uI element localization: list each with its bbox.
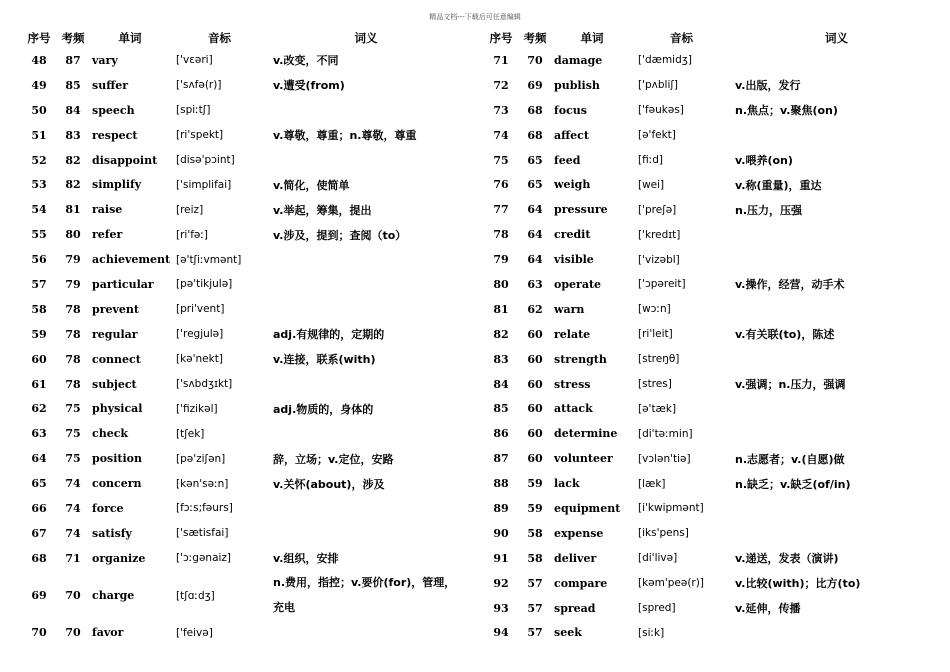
table-row	[20, 272, 465, 297]
row-phonetic: [vɔlən'tiə]	[638, 452, 691, 465]
row-meaning	[729, 123, 944, 148]
row-word: raise	[92, 203, 123, 217]
table-row	[482, 421, 944, 446]
table-row	[482, 197, 944, 222]
row-phonetic: [tʃek]	[176, 427, 205, 440]
row-frequency: 78	[65, 352, 81, 366]
row-index: 68	[31, 551, 47, 565]
row-meaning: v.涉及，提到；查阅（to）	[273, 228, 407, 242]
row-index: 64	[31, 452, 47, 466]
row-phonetic: [fiːd]	[638, 154, 664, 166]
row-frequency: 87	[65, 53, 81, 67]
row-phonetic: [di'livə]	[638, 552, 678, 565]
row-frequency: 62	[527, 302, 543, 316]
table-row	[482, 148, 944, 173]
row-phonetic: [spiːtʃ]	[176, 104, 211, 117]
row-frequency: 82	[65, 153, 81, 167]
row-index: 48	[31, 53, 47, 67]
row-index: 51	[31, 128, 47, 142]
row-phonetic: ['sʌfə(r)]	[176, 79, 222, 92]
row-meaning: v.延伸，传播	[735, 602, 801, 616]
row-frequency: 60	[527, 452, 543, 466]
table-row	[20, 123, 465, 148]
row-phonetic: ['kredɪt]	[638, 228, 681, 241]
table-row	[20, 421, 465, 446]
row-frequency: 74	[65, 477, 81, 491]
table-row	[20, 48, 465, 73]
row-word: organize	[92, 551, 146, 565]
table-row	[482, 446, 944, 471]
row-meaning: v.遭受(from)	[273, 79, 345, 93]
row-index: 57	[31, 277, 47, 291]
row-index: 60	[31, 352, 47, 366]
row-meaning	[729, 48, 944, 73]
row-phonetic: [ri'fəː]	[176, 228, 209, 241]
row-phonetic: [ri'leit]	[638, 328, 673, 341]
row-frequency: 79	[65, 277, 81, 291]
row-word: seek	[554, 626, 582, 640]
row-meaning: adj.有规律的，定期的	[273, 328, 385, 342]
row-word: suffer	[92, 78, 129, 92]
row-word: subject	[92, 377, 137, 391]
table-row	[20, 396, 465, 421]
row-index: 63	[31, 427, 47, 441]
row-frequency: 64	[527, 253, 543, 267]
row-frequency: 74	[65, 501, 81, 515]
row-phonetic: [ri'spekt]	[176, 129, 224, 142]
row-phonetic: [læk]	[638, 477, 666, 490]
row-frequency: 60	[527, 352, 543, 366]
row-meaning: v.改变，不同	[273, 54, 339, 68]
row-word: operate	[554, 277, 602, 291]
row-frequency: 83	[65, 128, 81, 142]
row-phonetic: [spred]	[638, 602, 676, 615]
row-frequency: 65	[527, 153, 543, 167]
row-index: 55	[31, 228, 47, 242]
row-phonetic: [stres]	[638, 378, 672, 391]
row-word: warn	[554, 302, 585, 316]
row-phonetic: ['dæmidʒ]	[638, 54, 692, 67]
row-frequency: 71	[65, 551, 81, 565]
row-index: 78	[493, 228, 509, 242]
row-meaning	[729, 620, 944, 645]
row-index: 89	[493, 501, 509, 515]
row-phonetic: ['ɔpəreit]	[638, 278, 686, 291]
row-word: spread	[554, 601, 596, 615]
row-frequency: 57	[527, 601, 543, 615]
row-phonetic: ['pʌbliʃ]	[638, 79, 678, 92]
row-phonetic: [streŋθ]	[638, 353, 680, 366]
row-word: pressure	[554, 203, 608, 217]
row-phonetic: ['sætisfai]	[176, 527, 229, 540]
row-meaning: n.缺乏；v.缺乏(of/in)	[735, 477, 851, 491]
row-frequency: 74	[65, 526, 81, 540]
row-index: 92	[493, 576, 509, 590]
table-header-row	[482, 28, 944, 48]
row-phonetic: [wei]	[638, 178, 665, 191]
row-frequency: 81	[65, 203, 81, 217]
row-phonetic: ['vεəri]	[176, 54, 213, 67]
row-word: stress	[554, 377, 591, 391]
table-row	[482, 48, 944, 73]
row-phonetic: [di'təːmin]	[638, 427, 693, 440]
row-word: feed	[554, 153, 581, 167]
row-index: 71	[493, 53, 509, 67]
table-row	[482, 521, 944, 546]
row-index: 62	[31, 402, 47, 416]
row-index: 85	[493, 402, 509, 416]
row-index: 53	[31, 178, 47, 192]
row-phonetic: ['ɔːgənaiz]	[176, 552, 232, 565]
table-row	[20, 496, 465, 521]
row-frequency: 78	[65, 377, 81, 391]
row-phonetic: ['fizikəl]	[176, 402, 218, 415]
table-row	[482, 372, 944, 397]
table-header-row	[20, 28, 465, 48]
row-frequency: 75	[65, 452, 81, 466]
row-meaning	[267, 98, 465, 123]
row-phonetic: ['feivə]	[176, 626, 213, 639]
column-header-word: 单词	[580, 31, 604, 45]
row-word: damage	[554, 53, 603, 67]
row-index: 94	[493, 626, 509, 640]
table-row	[20, 222, 465, 247]
row-meaning	[267, 372, 465, 397]
table-row	[20, 148, 465, 173]
row-meaning: v.尊敬，尊重；n.尊敬，尊重	[273, 129, 417, 143]
row-meaning	[267, 621, 465, 646]
row-meaning: 辞，立场；v.定位，安路	[273, 452, 394, 466]
row-word: prevent	[92, 302, 139, 316]
row-frequency: 60	[527, 402, 543, 416]
column-header-meaning: 词义	[825, 31, 848, 45]
row-word: attack	[554, 402, 593, 416]
row-index: 72	[493, 78, 509, 92]
row-meaning: v.出版，发行	[735, 79, 801, 93]
row-index: 74	[493, 128, 509, 142]
row-word: charge	[92, 589, 135, 603]
row-word: speech	[92, 103, 135, 117]
row-index: 93	[493, 601, 509, 615]
row-frequency: 60	[527, 377, 543, 391]
row-phonetic: ['vizəbl]	[638, 253, 680, 266]
row-frequency: 75	[65, 427, 81, 441]
row-phonetic: [kəm'peə(r)]	[638, 577, 704, 590]
row-phonetic: [wɔːn]	[638, 303, 671, 316]
row-meaning	[729, 347, 944, 372]
row-frequency: 64	[527, 228, 543, 242]
table-row	[20, 372, 465, 397]
table-row	[20, 322, 465, 347]
row-meaning: v.递送，发表（演讲)	[735, 552, 839, 566]
row-word: lack	[554, 477, 580, 491]
row-frequency: 60	[527, 427, 543, 441]
row-word: check	[92, 427, 129, 441]
row-frequency: 78	[65, 302, 81, 316]
row-word: affect	[554, 128, 589, 142]
row-frequency: 78	[65, 327, 81, 341]
row-frequency: 68	[527, 103, 543, 117]
row-index: 87	[493, 452, 509, 466]
row-index: 66	[31, 501, 47, 515]
row-frequency: 79	[65, 253, 81, 267]
row-phonetic: ['simplifai]	[176, 178, 232, 191]
row-phonetic: ['preʃə]	[638, 203, 677, 216]
row-meaning	[729, 222, 944, 247]
table-row	[20, 98, 465, 123]
row-word: concern	[92, 477, 142, 491]
table-row	[482, 172, 944, 197]
column-header-index: 序号	[489, 31, 513, 45]
row-meaning: v.操作，经营，动手术	[735, 278, 845, 292]
row-word: publish	[554, 78, 600, 92]
row-frequency: 60	[527, 327, 543, 341]
row-meaning	[729, 247, 944, 272]
row-word: credit	[554, 228, 591, 242]
column-header-index: 序号	[27, 31, 51, 45]
row-word: simplify	[92, 178, 142, 192]
table-row	[20, 521, 465, 546]
row-word: focus	[554, 103, 587, 117]
row-word: refer	[92, 228, 123, 242]
row-phonetic: ['fəukəs]	[638, 104, 684, 117]
row-frequency: 63	[527, 277, 543, 291]
row-word: deliver	[554, 551, 597, 565]
row-word: respect	[92, 128, 138, 142]
table-row	[482, 571, 944, 596]
row-phonetic: [i'kwipmənt]	[638, 502, 704, 515]
table-row	[482, 297, 944, 322]
row-index: 54	[31, 203, 47, 217]
row-phonetic: [fɔːs;fəurs]	[176, 502, 233, 515]
table-row	[482, 496, 944, 521]
row-word: force	[92, 501, 124, 515]
row-index: 73	[493, 103, 509, 117]
row-word: disappoint	[92, 153, 158, 167]
row-index: 82	[493, 327, 509, 341]
row-meaning: v.强调；n.压力，强调	[735, 378, 846, 392]
row-frequency: 80	[65, 228, 81, 242]
row-phonetic: [ə'fekt]	[638, 129, 676, 142]
row-frequency: 68	[527, 128, 543, 142]
row-phonetic: [disə'pɔint]	[176, 154, 235, 166]
row-word: regular	[92, 327, 138, 341]
row-meaning: v.组织，安排	[273, 552, 339, 566]
table-row	[482, 98, 944, 123]
row-frequency: 69	[527, 78, 543, 92]
row-word: equipment	[554, 501, 621, 515]
row-index: 56	[31, 253, 47, 267]
row-meaning: n.压力，压强	[735, 203, 803, 217]
row-phonetic: [siːk]	[638, 626, 665, 639]
row-index: 84	[493, 377, 509, 391]
row-phonetic: [tʃɑːdʒ]	[176, 589, 215, 602]
table-row	[20, 571, 465, 621]
row-word: strength	[554, 352, 607, 366]
column-header-meaning: 词义	[354, 31, 378, 45]
row-frequency: 70	[527, 53, 543, 67]
row-meaning: n.志愿者；v.(自愿)做	[735, 452, 845, 466]
table-row	[482, 322, 944, 347]
table-row	[20, 197, 465, 222]
row-index: 69	[31, 589, 47, 603]
table-row	[482, 620, 944, 645]
row-phonetic: [reiz]	[176, 203, 204, 216]
row-frequency: 59	[527, 477, 543, 491]
row-meaning: n.焦点；v.聚焦(on)	[735, 104, 838, 118]
column-header-frequency: 考频	[61, 31, 85, 45]
row-word: compare	[554, 576, 608, 590]
row-index: 70	[31, 626, 47, 640]
row-word: connect	[92, 352, 141, 366]
table-row	[20, 73, 465, 98]
row-phonetic: [pə'ziʃən]	[176, 452, 226, 465]
table-row	[20, 546, 465, 571]
row-index: 88	[493, 477, 509, 491]
row-frequency: 58	[527, 526, 543, 540]
row-meaning	[267, 247, 465, 272]
row-index: 83	[493, 352, 509, 366]
table-row	[482, 347, 944, 372]
row-frequency: 65	[527, 178, 543, 192]
column-header-phonetic: 音标	[208, 31, 231, 45]
row-word: volunteer	[554, 452, 613, 466]
row-index: 61	[31, 377, 47, 391]
row-index: 81	[493, 302, 509, 316]
row-phonetic: ['sʌbdʒɪkt]	[176, 378, 233, 391]
page-header-note: 精品文档---下载后可任意编辑	[429, 13, 521, 21]
row-phonetic: [pri'vent]	[176, 303, 225, 316]
table-row	[482, 73, 944, 98]
table-row	[482, 247, 944, 272]
table-row	[482, 471, 944, 496]
table-row	[20, 621, 465, 646]
row-word: physical	[92, 402, 143, 416]
row-index: 77	[493, 203, 509, 217]
row-meaning	[267, 272, 465, 297]
row-word: particular	[92, 277, 154, 291]
row-frequency: 57	[527, 626, 543, 640]
table-row	[482, 596, 944, 621]
row-meaning: v.举起，筹集，提出	[273, 203, 372, 217]
table-row	[482, 272, 944, 297]
row-phonetic: [iks'pens]	[638, 527, 689, 540]
row-index: 50	[31, 103, 47, 117]
table-row	[20, 172, 465, 197]
row-index: 76	[493, 178, 509, 192]
row-frequency: 57	[527, 576, 543, 590]
table-row	[20, 347, 465, 372]
row-phonetic: [ə'tʃiːvmənt]	[176, 253, 242, 266]
row-index: 67	[31, 526, 47, 540]
row-word: satisfy	[92, 526, 132, 540]
row-word: expense	[554, 526, 604, 540]
table-row	[482, 396, 944, 421]
row-word: visible	[554, 253, 594, 267]
row-frequency: 70	[65, 589, 81, 603]
row-index: 58	[31, 302, 47, 316]
row-word: favor	[92, 626, 124, 640]
row-meaning: v.称(重量)，重达	[735, 178, 822, 192]
row-index: 49	[31, 78, 47, 92]
row-meaning: v.简化，使简单	[273, 178, 350, 192]
row-word: relate	[554, 327, 591, 341]
row-meaning	[729, 521, 944, 546]
row-meaning	[267, 496, 465, 521]
column-header-frequency: 考频	[523, 31, 547, 45]
column-header-phonetic: 音标	[670, 31, 693, 45]
row-frequency: 64	[527, 203, 543, 217]
row-meaning	[267, 148, 465, 173]
row-word: position	[92, 452, 142, 466]
row-phonetic: ['regjulə]	[176, 328, 224, 341]
row-frequency: 85	[65, 78, 81, 92]
row-word: achievement	[92, 253, 171, 267]
table-row	[20, 297, 465, 322]
table-row	[20, 471, 465, 496]
row-word: vary	[92, 53, 118, 67]
row-index: 79	[493, 253, 509, 267]
table-row	[482, 123, 944, 148]
vocab-table-right	[482, 28, 944, 645]
row-phonetic: [kən'səːn]	[176, 477, 229, 490]
row-phonetic: [kə'nekt]	[176, 353, 223, 366]
row-meaning: v.连接，联系(with)	[273, 353, 376, 367]
row-word: weigh	[554, 178, 591, 192]
table-row	[20, 446, 465, 471]
row-word: determine	[554, 427, 618, 441]
row-frequency: 84	[65, 103, 81, 117]
row-meaning: v.有关联(to)，陈述	[735, 328, 835, 342]
row-frequency: 82	[65, 178, 81, 192]
table-row	[482, 222, 944, 247]
table-row	[482, 546, 944, 571]
row-meaning: v.比较(with)；比方(to)	[735, 577, 861, 591]
row-meaning	[729, 297, 944, 322]
row-phonetic: [pə'tikjulə]	[176, 278, 233, 291]
row-meaning: v.喂养(on)	[735, 154, 793, 167]
row-meaning: v.关怀(about)，涉及	[273, 477, 385, 491]
row-frequency: 70	[65, 626, 81, 640]
row-frequency: 75	[65, 402, 81, 416]
row-index: 52	[31, 153, 47, 167]
row-meaning: adj.物质的，身体的	[273, 402, 374, 416]
row-index: 91	[493, 551, 509, 565]
row-index: 75	[493, 153, 509, 167]
row-meaning: n.费用，指控；v.要价(for)，管理，充电	[273, 575, 456, 614]
row-frequency: 58	[527, 551, 543, 565]
row-meaning	[267, 297, 465, 322]
row-index: 59	[31, 327, 47, 341]
row-meaning	[267, 421, 465, 446]
row-phonetic: [ə'tæk]	[638, 402, 677, 415]
row-meaning	[729, 496, 944, 521]
row-frequency: 59	[527, 501, 543, 515]
vocab-table-left	[20, 28, 465, 645]
row-index: 86	[493, 427, 509, 441]
row-meaning	[729, 396, 944, 421]
table-row	[20, 247, 465, 272]
row-index: 65	[31, 477, 47, 491]
row-index: 80	[493, 277, 509, 291]
row-index: 90	[493, 526, 509, 540]
row-meaning	[267, 521, 465, 546]
row-meaning	[729, 421, 944, 446]
column-header-word: 单词	[118, 31, 142, 45]
